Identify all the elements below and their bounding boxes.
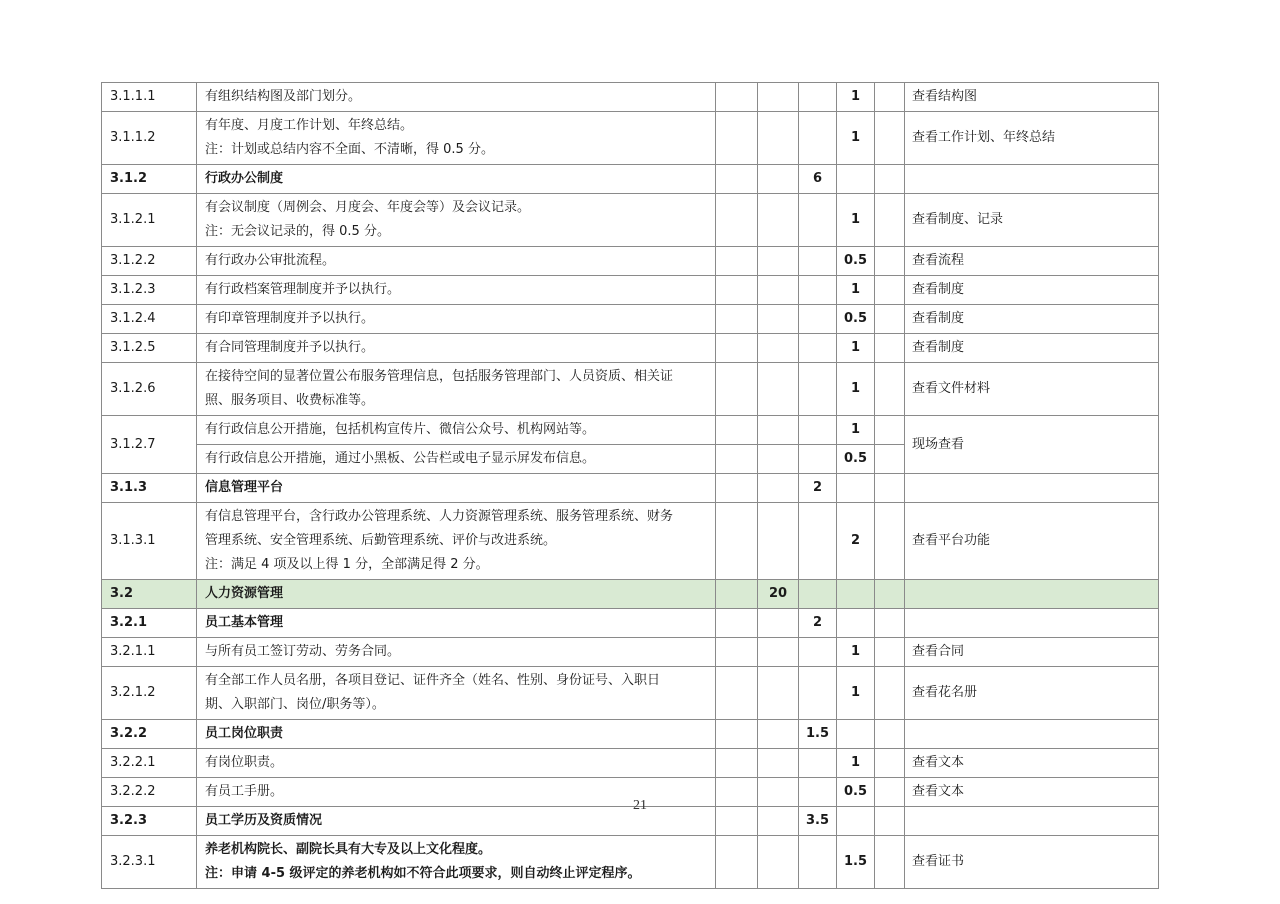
category-row — [102, 609, 1159, 638]
description-note: 注：无会议记录的，得 0.5 分。 — [205, 224, 390, 239]
description-note: 注：申请 4-5 级评定的养老机构如不符合此项要求，则自动终止评定程序。 — [205, 866, 641, 881]
item-code: 3.2.2.2 — [102, 778, 197, 807]
category-title: 员工岗位职责 — [197, 720, 716, 749]
check-method: 查看文本 — [905, 778, 1159, 807]
description-line: 管理系统、安全管理系统、后勤管理系统、评价与改进系统。 — [205, 533, 557, 548]
item-code: 3.2.2.1 — [102, 749, 197, 778]
section-row — [102, 580, 1159, 609]
category-code: 3.2.2 — [102, 720, 197, 749]
check-method: 查看流程 — [905, 247, 1159, 276]
item-description — [197, 503, 716, 580]
description-line: 有年度、月度工作计划、年终总结。 — [205, 118, 414, 133]
description-line: 有全部工作人员名册，各项目登记、证件齐全（姓名、性别、身份证号、入职日 — [205, 673, 661, 688]
check-method: 查看制度 — [905, 305, 1159, 334]
check-method: 查看制度、记录 — [905, 194, 1159, 247]
category-code: 3.2.1 — [102, 609, 197, 638]
item-description — [197, 112, 716, 165]
item-score: 1 — [837, 334, 875, 363]
description-line: 与所有员工签订劳动、劳务合同。 — [205, 644, 401, 659]
description-line: 有合同管理制度并予以执行。 — [205, 340, 375, 355]
table-row — [102, 503, 1159, 580]
item-score: 1.5 — [837, 836, 875, 889]
item-score: 1 — [837, 83, 875, 112]
item-description — [197, 194, 716, 247]
item-code: 3.1.2.2 — [102, 247, 197, 276]
description-line: 养老机构院长、副院长具有大专及以上文化程度。 — [205, 842, 492, 857]
item-description — [197, 667, 716, 720]
item-description — [197, 83, 716, 112]
item-description — [197, 445, 716, 474]
page-number: 21 — [633, 798, 647, 813]
item-score: 0.5 — [837, 247, 875, 276]
table-row — [102, 667, 1159, 720]
check-method: 查看平台功能 — [905, 503, 1159, 580]
check-method: 查看合同 — [905, 638, 1159, 667]
table-row — [102, 83, 1159, 112]
item-score: 1 — [837, 194, 875, 247]
item-code: 3.1.2.5 — [102, 334, 197, 363]
category-title: 员工基本管理 — [197, 609, 716, 638]
category-subtotal: 3.5 — [799, 807, 837, 836]
check-method: 查看工作计划、年终总结 — [905, 112, 1159, 165]
table-row — [102, 638, 1159, 667]
item-score: 0.5 — [837, 445, 875, 474]
check-method: 查看结构图 — [905, 83, 1159, 112]
category-code: 3.1.2 — [102, 165, 197, 194]
category-title: 信息管理平台 — [197, 474, 716, 503]
description-line: 有行政档案管理制度并予以执行。 — [205, 282, 401, 297]
description-line: 在接待空间的显著位置公布服务管理信息，包括服务管理部门、人员资质、相关证 — [205, 369, 674, 384]
item-code: 3.1.2.6 — [102, 363, 197, 416]
category-subtotal: 1.5 — [799, 720, 837, 749]
check-method: 查看证书 — [905, 836, 1159, 889]
item-code: 3.1.1.2 — [102, 112, 197, 165]
item-score: 1 — [837, 749, 875, 778]
description-line: 有员工手册。 — [205, 784, 284, 799]
table-row — [102, 194, 1159, 247]
description-line: 照、服务项目、收费标准等。 — [205, 393, 375, 408]
table-row — [102, 836, 1159, 889]
table-row — [102, 363, 1159, 416]
item-score: 0.5 — [837, 778, 875, 807]
item-code: 3.1.2.3 — [102, 276, 197, 305]
description-line: 有行政信息公开措施，包括机构宣传片、微信公众号、机构网站等。 — [205, 422, 596, 437]
table-row — [102, 416, 1159, 445]
description-line: 有组织结构图及部门划分。 — [205, 89, 362, 104]
table-row — [102, 305, 1159, 334]
description-note: 注：满足 4 项及以上得 1 分，全部满足得 2 分。 — [205, 557, 489, 572]
category-subtotal: 6 — [799, 165, 837, 194]
category-subtotal: 2 — [799, 474, 837, 503]
item-score: 1 — [837, 112, 875, 165]
description-line: 有行政办公审批流程。 — [205, 253, 336, 268]
item-description — [197, 276, 716, 305]
section-total: 20 — [758, 580, 799, 609]
item-code: 3.2.1.2 — [102, 667, 197, 720]
check-method: 现场查看 — [905, 416, 1159, 474]
table-row — [102, 276, 1159, 305]
category-title: 员工学历及资质情况 — [197, 807, 716, 836]
item-code: 3.1.1.1 — [102, 83, 197, 112]
check-method: 查看制度 — [905, 334, 1159, 363]
description-line: 有行政信息公开措施，通过小黑板、公告栏或电子显示屏发布信息。 — [205, 451, 596, 466]
item-code: 3.1.2.4 — [102, 305, 197, 334]
item-description — [197, 363, 716, 416]
table-row — [102, 112, 1159, 165]
table-row — [102, 247, 1159, 276]
section-title: 人力资源管理 — [197, 580, 716, 609]
category-row — [102, 720, 1159, 749]
check-method: 查看文本 — [905, 749, 1159, 778]
item-description — [197, 334, 716, 363]
check-method: 查看花名册 — [905, 667, 1159, 720]
item-code: 3.2.1.1 — [102, 638, 197, 667]
description-line: 有信息管理平台，含行政办公管理系统、人力资源管理系统、服务管理系统、财务 — [205, 509, 674, 524]
check-method: 查看制度 — [905, 276, 1159, 305]
category-subtotal: 2 — [799, 609, 837, 638]
table-row — [102, 749, 1159, 778]
description-line: 期、入职部门、岗位/职务等）。 — [205, 697, 385, 712]
item-description — [197, 305, 716, 334]
item-code: 3.1.3.1 — [102, 503, 197, 580]
item-score: 1 — [837, 276, 875, 305]
description-line: 有岗位职责。 — [205, 755, 284, 770]
section-code: 3.2 — [102, 580, 197, 609]
item-description — [197, 416, 716, 445]
item-score: 1 — [837, 363, 875, 416]
description-note: 注：计划或总结内容不全面、不清晰，得 0.5 分。 — [205, 142, 494, 157]
category-title: 行政办公制度 — [197, 165, 716, 194]
item-score: 1 — [837, 667, 875, 720]
category-code: 3.2.3 — [102, 807, 197, 836]
item-score: 0.5 — [837, 305, 875, 334]
category-row — [102, 474, 1159, 503]
item-description — [197, 749, 716, 778]
item-description — [197, 638, 716, 667]
item-description — [197, 836, 716, 889]
item-code: 3.2.3.1 — [102, 836, 197, 889]
check-method: 查看文件材料 — [905, 363, 1159, 416]
item-score: 2 — [837, 503, 875, 580]
description-line: 有会议制度（周例会、月度会、年度会等）及会议记录。 — [205, 200, 531, 215]
category-row — [102, 165, 1159, 194]
description-line: 有印章管理制度并予以执行。 — [205, 311, 375, 326]
category-code: 3.1.3 — [102, 474, 197, 503]
item-score: 1 — [837, 416, 875, 445]
item-code: 3.1.2.7 — [102, 416, 197, 474]
item-description — [197, 247, 716, 276]
item-score: 1 — [837, 638, 875, 667]
table-row — [102, 334, 1159, 363]
evaluation-table — [101, 82, 1159, 889]
item-code: 3.1.2.1 — [102, 194, 197, 247]
